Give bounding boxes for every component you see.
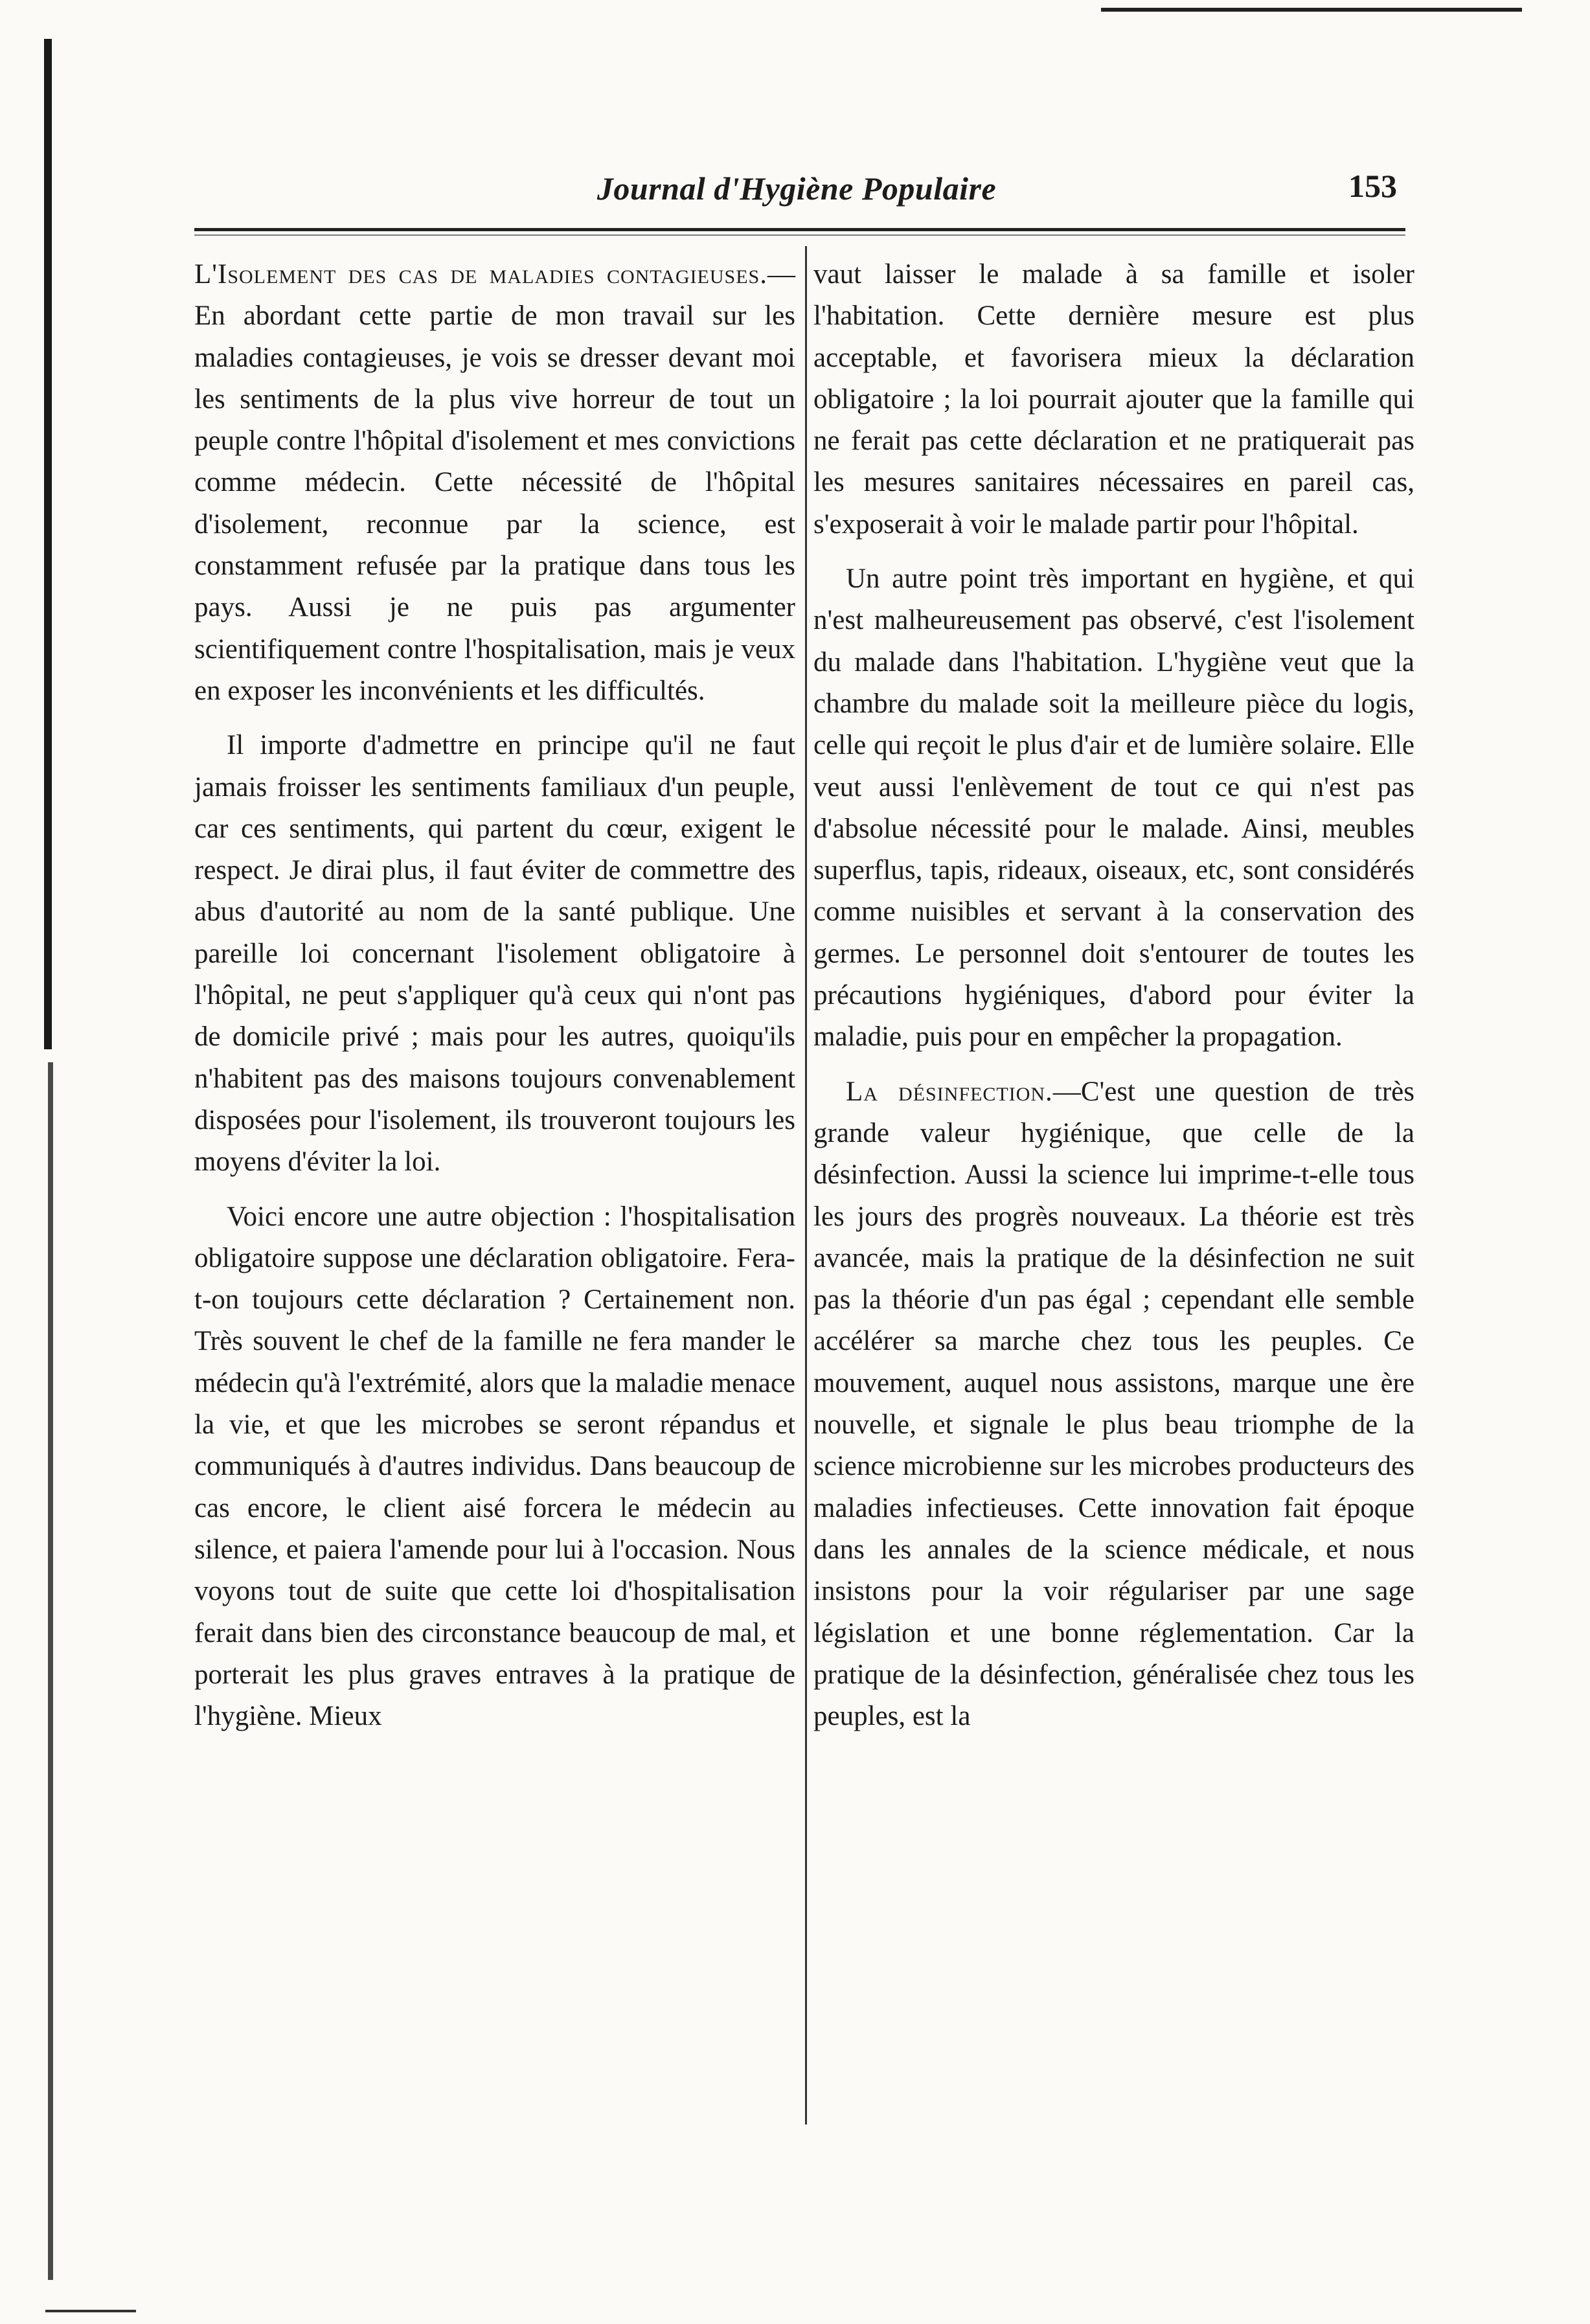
paragraph-continuation: vaut laisser le malade à sa famille et isoler l'habitation. Cette dernière mesure est plus acceptable, et favorisera mieux la déclaration obligatoire ; la loi pourrait ajouter que la famille qui ne ferait pas cette déclaration et ne pratiquerait pas les mesures sanitaires nécessaires en pareil cas, s'exposerait à voir le malade partir pour l'hôpital.	[813, 259, 1414, 540]
column-divider	[805, 246, 807, 2125]
binding-shadow-lower	[48, 1062, 53, 2280]
page-number: 153	[1348, 168, 1397, 204]
paragraph-principe: Il importe d'admettre en principe qu'il ne faut jamais froisser les sentiments familiaux d'un peuple, car ces sentiments, qui partent du cœur, exigent le respect. Je dirai plus, il faut éviter de commettre des abus d'autorité au nom de la santé publique. Une pareille loi concernant l'isolement obligatoire à l'hôpital, ne peut s'appliquer qu'à ceux qui n'ont pas de domicile privé ; mais pour les autres, quoiqu'ils n'habitent pas des maisons toujours convenablement disposées pour l'isolement, ils trouveront toujours les moyens d'éviter la loi.	[194, 730, 795, 1178]
header-rule-thin	[194, 234, 1405, 236]
scan-edge-rule	[1101, 8, 1522, 12]
paragraph-text: —C'est une question de très grande valeur hygiénique, que celle de la désinfection. Aussi la science lui imprime-t-elle tous les jours des progrès nouveaux. La théorie est très avancée, mais la pratique de la désinfection ne suit pas la théorie d'un pas égal ; cependant elle semble accélérer sa marche chez tous les peuples. Ce mouvement, auquel nous assistons, marque une ère nouvelle, et signale le plus beau triomphe de la science microbienne sur les microbes producteurs des maladies infectieuses. Cette innovation fait époque dans les annales de la science médicale, et nous insistons pour la voir régulariser par une sage législation et une bonne réglementation. Car la pratique de la désinfection, généralisée chez tous les peuples, est la	[813, 1076, 1414, 1732]
paragraph-isolement	[194, 254, 795, 712]
paragraph-text: — En abordant cette partie de mon travail sur les maladies contagieuses, je vois se dresser devant moi les sentiments de la plus vive horreur de tout un peuple contre l'hôpital d'isolement et mes convictions comme médecin. Cette nécessité de l'hôpital d'isolement, reconnue par la science, est constamment refusée par la pratique dans tous les pays. Aussi je ne puis pas argumenter scientifiquement contre l'hospitalisation, mais je veux en exposer les inconvénients et les difficultés.	[194, 259, 795, 706]
running-title: Journal d'Hygiène Populaire	[596, 170, 997, 207]
scan-edge-rule-bottom	[45, 2310, 136, 2312]
left-column	[194, 254, 795, 1750]
paragraph-objection: Voici encore une autre objection : l'hospitalisation obligatoire suppose une déclaration obligatoire. Fera-t-on toujours cette déclaration ? Certainement non. Très souvent le chef de la famille ne fera mander le médecin qu'à l'extrémité, alors que la maladie menace la vie, et que les microbes se seront répandus et communiqués à d'autres individus. Dans beaucoup de cas encore, le client aisé forcera le médecin au silence, et paiera l'amende pour lui à l'occasion. Nous voyons tout de suite que cette loi d'hospitalisation ferait dans bien des circonstance beaucoup de mal, et porterait les plus graves entraves à la pratique de l'hygiène. Mieux	[194, 1201, 795, 1732]
paragraph-desinfection	[813, 1071, 1414, 1738]
section-heading-desinfection: La désinfection.	[846, 1076, 1053, 1107]
header-rule	[194, 228, 1405, 231]
binding-shadow	[44, 39, 52, 1049]
paragraph-isolement-habitation: Un autre point très important en hygiène, et qui n'est malheureusement pas observé, c'est l'isolement du malade dans l'habitation. L'hygiène veut que la chambre du malade soit la meilleure pièce du logis, celle qui reçoit le plus d'air et de lumière solaire. Elle veut aussi l'enlèvement de tout ce qui n'est pas d'absolue nécessité pour le malade. Ainsi, meubles superflus, tapis, rideaux, oiseaux, etc, sont considérés comme nuisibles et servant à la conservation des germes. Le personnel doit s'entourer de toutes les précautions hygiéniques, d'abord pour éviter la maladie, puis pour en empêcher la propagation.	[813, 564, 1414, 1053]
section-heading-isolement: L'Isolement des cas de maladies contagieuses.	[194, 259, 767, 290]
right-column	[813, 254, 1414, 1750]
